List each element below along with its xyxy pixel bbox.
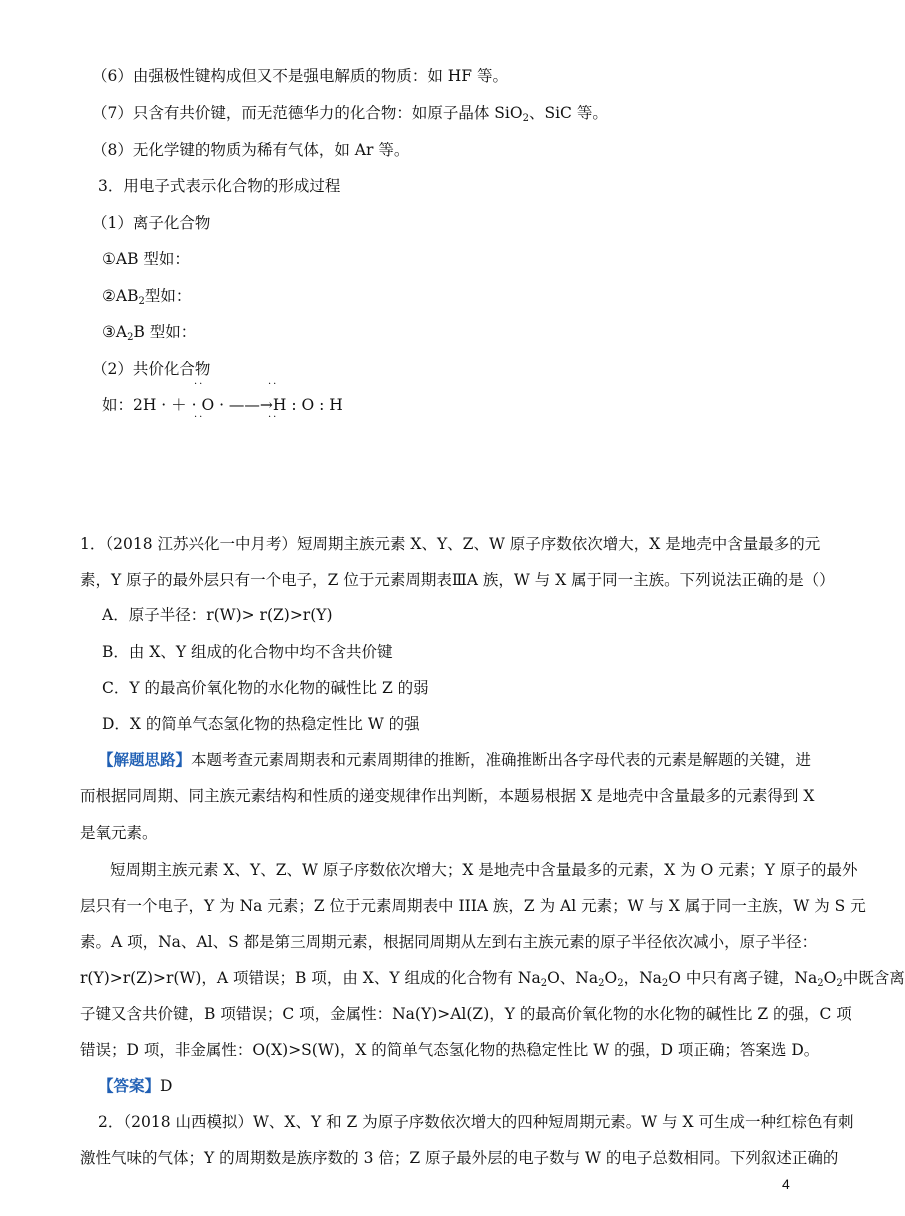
- q1-answer: 【答案】D: [98, 1077, 173, 1095]
- q2-stem-line1: 2．（2018 山西模拟）W、X、Y 和 Z 为原子序数依次增大的四种短周期元素。W 与 X 可生成一种红棕色有刺: [98, 1113, 854, 1131]
- q1-stem-line2: 素，Y 原子的最外层只有一个电子，Z 位于元素周期表ⅢA 族，W 与 X 属于同一主族。下列说法正确的是（）: [80, 571, 835, 589]
- q1-stem-line1: 1．（2018 江苏兴化一中月考）短周期主族元素 X、Y、Z、W 原子序数依次增大，X 是地壳中含量最多的元: [80, 535, 821, 553]
- note-item-8: （8）无化学键的物质为稀有气体，如 Ar 等。: [92, 141, 410, 159]
- dot-pair-bottom-o1: ··: [194, 412, 205, 423]
- q1-hint-line1: 【解题思路】本题考查元素周期表和元素周期律的推断，准确推断出各字母代表的元素是解题的关键，进: [98, 751, 812, 769]
- dot-pair-bottom-o2: ··: [268, 412, 279, 423]
- q1-explain-line6: 错误；D 项，非金属性：O(X)>S(W)，X 的简单气态氢化物的热稳定性比 W 的强，D 项正确；答案选 D。: [80, 1041, 820, 1059]
- subheading-ionic: （1）离子化合物: [92, 214, 211, 232]
- dot-pair-top-o2: ··: [268, 379, 279, 390]
- type-ab2: $②AB_2$型如：: [102, 287, 192, 307]
- electron-dot-example: 如：2H · ＋ · O · ——→H : O : H: [102, 396, 343, 414]
- q1-hint-line2: 而根据同周期、同主族元素结构和性质的递变规律作出判断，本题易根据 X 是地壳中含量最多的元素得到 X: [80, 787, 815, 805]
- q1-explain-line5: 子键又含共价键，B 项错误；C 项，金属性：Na(Y)>Al(Z)，Y 的最高价氧化物的水化物的碱性比 Z 的强，C 项: [80, 1005, 852, 1023]
- q1-explain-line2: 层只有一个电子，Y 为 Na 元素；Z 位于元素周期表中 IIIA 族，Z 为 Al 元素；W 与 X 属于同一主族，W 为 S 元: [80, 897, 866, 915]
- q1-hint-line3: 是氧元素。: [80, 824, 158, 842]
- note-item-7: （7）只含有共价键，而无范德华力的化合物：如原子晶体 SiO$_2$、SiC 等。: [92, 104, 608, 124]
- page-number: 4: [782, 1176, 790, 1192]
- q1-option-b: B．由 X、Y 组成的化合物中均不含共价键: [102, 643, 393, 661]
- section-heading: 3．用电子式表示化合物的形成过程: [98, 177, 341, 195]
- q1-explain-line1: 短周期主族元素 X、Y、Z、W 原子序数依次增大；X 是地壳中含量最多的元素，X 为 O 元素；Y 原子的最外: [110, 861, 858, 879]
- q1-option-c: C．Y 的最高价氧化物的水化物的碱性比 Z 的弱: [102, 679, 429, 697]
- subheading-covalent: （2）共价化合物: [92, 360, 211, 378]
- q1-explain-line3: 素。A 项，Na、Al、S 都是第三周期元素，根据同周期从左到右主族元素的原子半径依次减小，原子半径：: [80, 933, 818, 951]
- note-item-6: （6）由强极性键构成但又不是强电解质的物质：如 HF 等。: [92, 67, 508, 85]
- type-ab: ①AB 型如：: [102, 250, 190, 268]
- q1-option-d: D．X 的简单气态氢化物的热稳定性比 W 的强: [102, 715, 420, 733]
- dot-pair-top-o1: ··: [194, 379, 205, 390]
- q1-option-a: A．原子半径：r(W)> r(Z)>r(Y): [102, 606, 333, 624]
- type-a2b: $③A_2B$ 型如：: [102, 323, 197, 343]
- q2-stem-line2: 激性气味的气体；Y 的周期数是族序数的 3 倍；Z 原子最外层的电子数与 W 的电子总数相同。下列叙述正确的: [80, 1149, 839, 1167]
- hint-tag: 【解题思路】: [98, 751, 192, 769]
- q1-explain-line4: r(Y)>r(Z)>r(W)，A 项错误；B 项，由 X、Y 组成的化合物有 $Na_2O$、$Na_2O_2$，$Na_2O$ 中只有离子键，$Na_2O_2$中既含离: [80, 969, 905, 989]
- answer-tag: 【答案】: [98, 1077, 161, 1095]
